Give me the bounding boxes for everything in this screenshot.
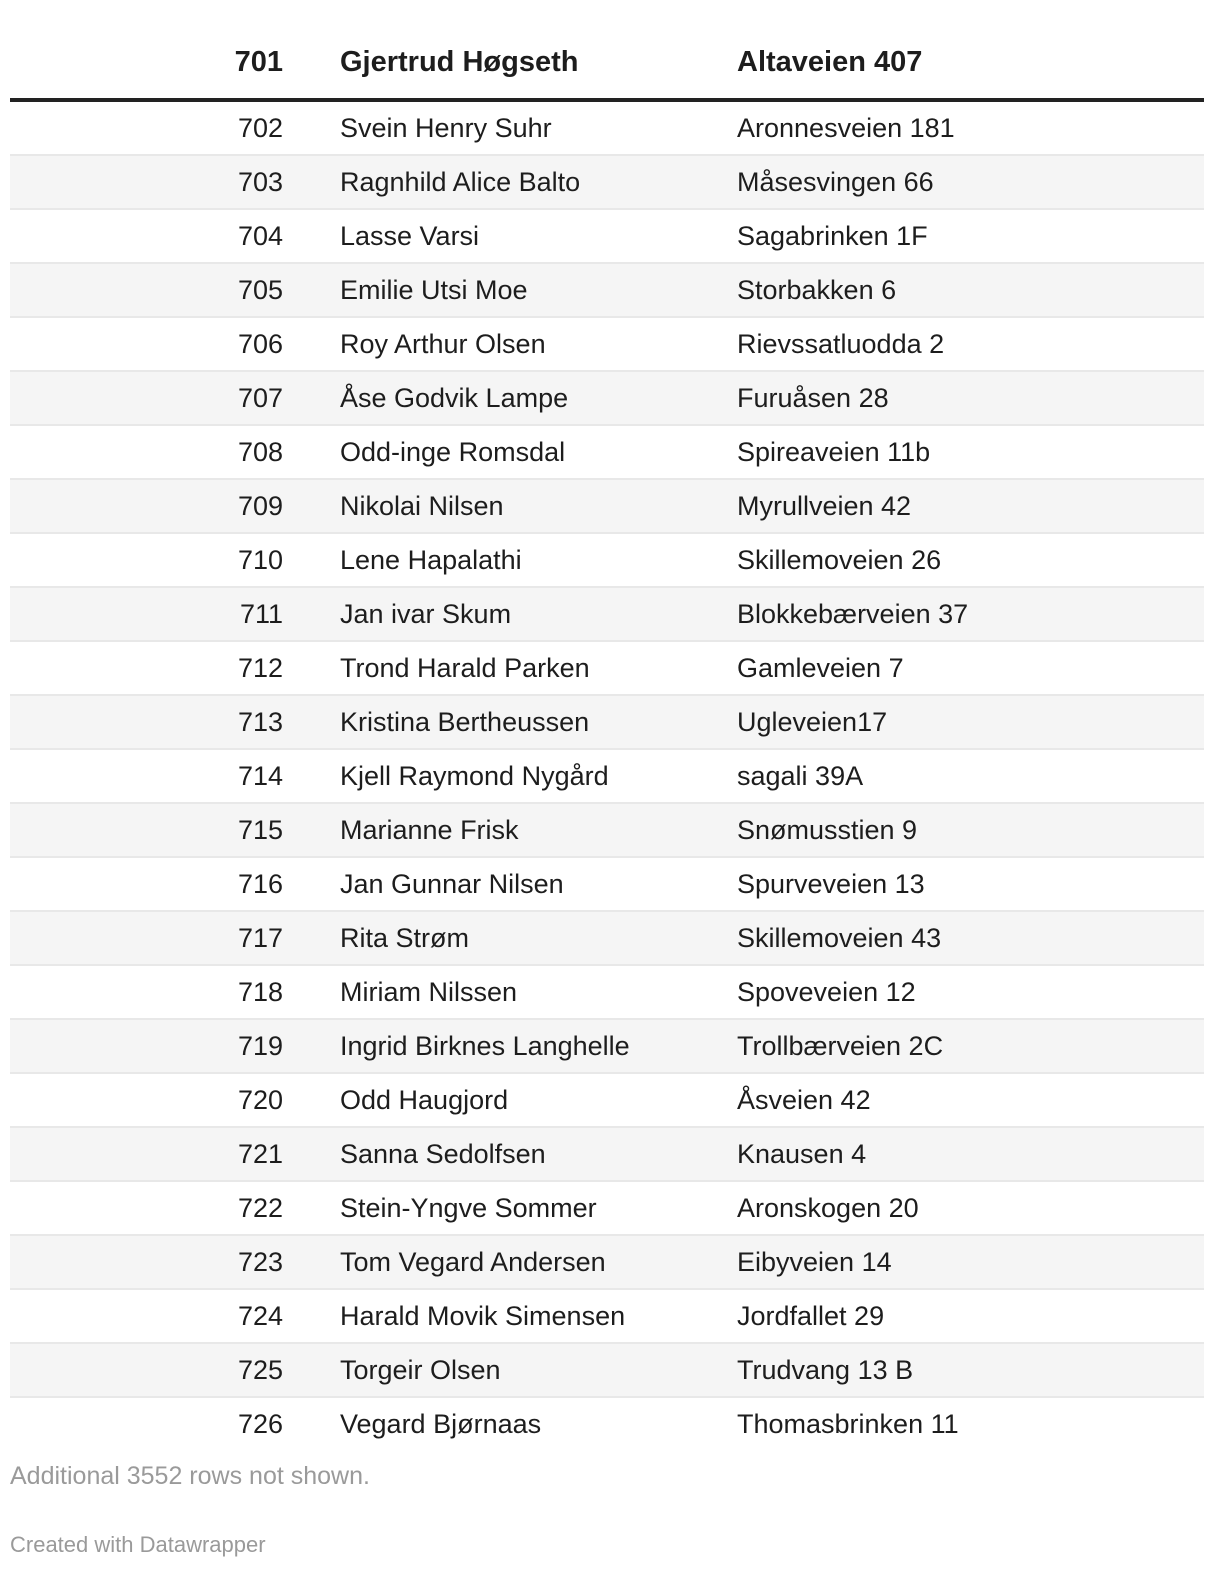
cell-address: Myrullveien 42	[720, 479, 1204, 533]
table-row	[10, 1181, 1204, 1235]
table-header	[10, 26, 1204, 100]
cell-num: 717	[10, 911, 300, 965]
cell-name: Harald Movik Simensen	[300, 1289, 720, 1343]
table-notes: Additional 3552 rows not shown.	[10, 1462, 370, 1490]
cell-address: Aronskogen 20	[720, 1181, 1204, 1235]
cell-address: Sagabrinken 1F	[720, 209, 1204, 263]
cell-address: Aronnesveien 181	[720, 100, 1204, 155]
cell-num: 723	[10, 1235, 300, 1289]
cell-name: Rita Strøm	[300, 911, 720, 965]
cell-num: 720	[10, 1073, 300, 1127]
cell-name: Nikolai Nilsen	[300, 479, 720, 533]
cell-address: Snømusstien 9	[720, 803, 1204, 857]
table-row	[10, 857, 1204, 911]
cell-num: 702	[10, 100, 300, 155]
table-row	[10, 911, 1204, 965]
cell-num: 712	[10, 641, 300, 695]
cell-num: 724	[10, 1289, 300, 1343]
cell-address: Trudvang 13 B	[720, 1343, 1204, 1397]
cell-address: Knausen 4	[720, 1127, 1204, 1181]
cell-address: Furuåsen 28	[720, 371, 1204, 425]
cell-address: Blokkebærveien 37	[720, 587, 1204, 641]
cell-name: Ragnhild Alice Balto	[300, 155, 720, 209]
cell-address: Thomasbrinken 11	[737, 1408, 959, 1439]
table-row	[10, 1073, 1204, 1127]
cell-num: 716	[10, 857, 300, 911]
cell-address: Trollbærveien 2C	[720, 1019, 1204, 1073]
cell-address: Eibyveien 14	[720, 1235, 1204, 1289]
table-row	[10, 587, 1204, 641]
header-row	[10, 26, 1204, 100]
table-row	[10, 209, 1204, 263]
cell-name: Kristina Bertheussen	[300, 695, 720, 749]
table-row	[10, 1397, 1204, 1450]
cell-num: 715	[10, 803, 300, 857]
cell-address: Rievssatluodda 2	[720, 317, 1204, 371]
table-row	[10, 1343, 1204, 1397]
cell-name: Lasse Varsi	[300, 209, 720, 263]
cell-num: 708	[10, 425, 300, 479]
table-row	[10, 1019, 1204, 1073]
cell-address: Storbakken 6	[720, 263, 1204, 317]
cell-num: 719	[10, 1019, 300, 1073]
cell-address: sagali 39A	[720, 749, 1204, 803]
table-row	[10, 965, 1204, 1019]
table-row	[10, 371, 1204, 425]
table-row	[10, 100, 1204, 155]
cell-num: 707	[10, 371, 300, 425]
cell-num: 703	[10, 155, 300, 209]
cell-num: 704	[10, 209, 300, 263]
cell-address: Skillemoveien 26	[720, 533, 1204, 587]
table-row	[10, 1127, 1204, 1181]
cell-name: Marianne Frisk	[300, 803, 720, 857]
cell-name: Vegard Bjørnaas	[340, 1408, 542, 1439]
cell-name: Stein-Yngve Sommer	[300, 1181, 720, 1235]
cell-name: Kjell Raymond Nygård	[300, 749, 720, 803]
cell-num: 722	[10, 1181, 300, 1235]
table-row	[10, 479, 1204, 533]
cell-address: Åsveien 42	[720, 1073, 1204, 1127]
cell-num: 721	[10, 1127, 300, 1181]
table-row	[10, 641, 1204, 695]
table-row	[10, 425, 1204, 479]
cell-num: 718	[10, 965, 300, 1019]
cell-address: Måsesvingen 66	[720, 155, 1204, 209]
table-body	[10, 100, 1204, 1450]
cell-name: Odd-inge Romsdal	[300, 425, 720, 479]
table-row	[10, 317, 1204, 371]
data-table-container	[10, 26, 1204, 1450]
credit-line: Created with Datawrapper	[10, 1532, 266, 1557]
table-row	[10, 1235, 1204, 1289]
cell-name: Torgeir Olsen	[300, 1343, 720, 1397]
cell-num: 705	[10, 263, 300, 317]
cell-address: Jordfallet 29	[720, 1289, 1204, 1343]
data-table	[10, 26, 1204, 1450]
cell-address: Spireaveien 11b	[720, 425, 1204, 479]
cell-address: Skillemoveien 43	[720, 911, 1204, 965]
cell-name: Lene Hapalathi	[300, 533, 720, 587]
table-row	[10, 749, 1204, 803]
cell-name: Svein Henry Suhr	[300, 100, 720, 155]
cell-name: Trond Harald Parken	[300, 641, 720, 695]
cell-name: Roy Arthur Olsen	[300, 317, 720, 371]
table-row	[10, 1289, 1204, 1343]
table-row	[10, 533, 1204, 587]
table-row	[10, 263, 1204, 317]
header-num[interactable]: 701	[10, 26, 300, 100]
cell-num: 706	[10, 317, 300, 371]
cell-num: 713	[10, 695, 300, 749]
cell-num: 711	[10, 587, 300, 641]
cell-num: 709	[10, 479, 300, 533]
cell-name: Miriam Nilssen	[300, 965, 720, 1019]
table-row	[10, 155, 1204, 209]
cell-name: Ingrid Birknes Langhelle	[300, 1019, 720, 1073]
cell-name: Jan Gunnar Nilsen	[300, 857, 720, 911]
cell-address: Ugleveien17	[720, 695, 1204, 749]
cell-name: Sanna Sedolfsen	[300, 1127, 720, 1181]
cell-name: Odd Haugjord	[300, 1073, 720, 1127]
table-row	[10, 803, 1204, 857]
cell-address: Spoveveien 12	[720, 965, 1204, 1019]
header-name[interactable]: Gjertrud Høgseth	[300, 26, 720, 100]
cell-name: Åse Godvik Lampe	[300, 371, 720, 425]
cell-address: Spurveveien 13	[720, 857, 1204, 911]
header-address[interactable]: Altaveien 407	[720, 26, 1204, 100]
cell-num: 710	[10, 533, 300, 587]
cell-name: Jan ivar Skum	[300, 587, 720, 641]
cell-address: Gamleveien 7	[720, 641, 1204, 695]
cell-name: Emilie Utsi Moe	[300, 263, 720, 317]
cell-num: 714	[10, 749, 300, 803]
table-row	[10, 695, 1204, 749]
cell-name: Tom Vegard Andersen	[300, 1235, 720, 1289]
cell-num: 725	[10, 1343, 300, 1397]
cell-num: 726	[237, 1408, 283, 1439]
